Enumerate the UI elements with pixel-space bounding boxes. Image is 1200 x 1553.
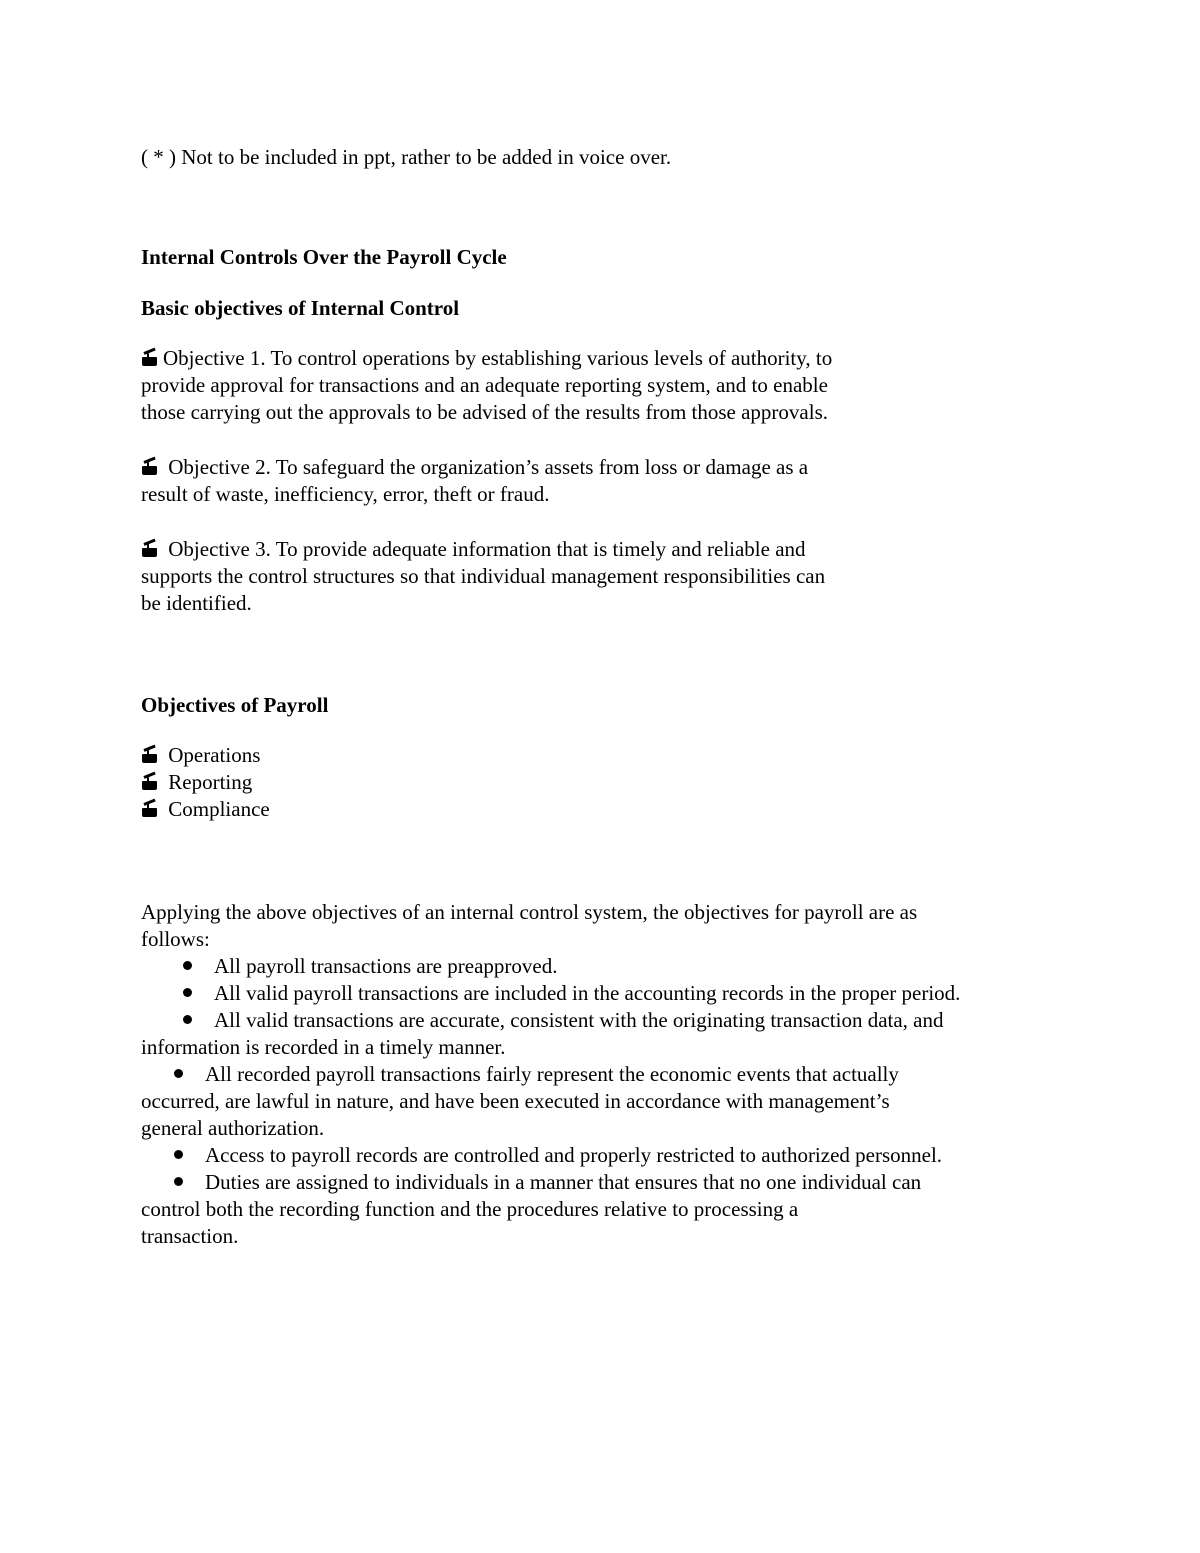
list-item xyxy=(141,980,1071,1007)
list-item xyxy=(141,742,270,769)
bullet-dot-icon xyxy=(174,1150,183,1159)
bullet-dot-icon xyxy=(174,1177,183,1186)
list-item xyxy=(141,769,270,796)
objective-1-line: Objective 1. To control operations by establishing various levels of authority, to xyxy=(163,346,833,370)
internal-control-heading: Basic objectives of Internal Control xyxy=(141,296,460,320)
objective-2-line: Objective 2. To safeguard the organization’s assets from loss or damage as a xyxy=(163,455,809,479)
list-item-continuation: transaction. xyxy=(141,1224,239,1248)
payroll-objectives-heading: Objectives of Payroll xyxy=(141,693,329,717)
objective-1-line: those carrying out the approvals to be advised of the results from those approvals. xyxy=(141,400,828,424)
pointing-hand-icon xyxy=(141,803,159,817)
list-item-label: Compliance xyxy=(163,797,270,821)
objective-2-line: result of waste, inefficiency, error, theft or fraud. xyxy=(141,482,550,506)
bullet-dot-icon xyxy=(183,988,192,997)
pointing-hand-icon xyxy=(141,461,159,475)
objective-3-line: Objective 3. To provide adequate information that is timely and reliable and xyxy=(163,537,806,561)
pointing-hand-icon xyxy=(141,749,159,763)
objective-3-line: supports the control structures so that individual management responsibilities can xyxy=(141,564,826,588)
list-item xyxy=(141,1007,1071,1034)
objective-1-line: provide approval for transactions and an adequate reporting system, and to enable xyxy=(141,373,828,397)
voice-over-note: ( * ) Not to be included in ppt, rather to be added in voice over. xyxy=(141,145,672,169)
bullet-dot-icon xyxy=(183,1015,192,1024)
objective-2 xyxy=(141,454,931,508)
list-item-label: Operations xyxy=(163,743,261,767)
list-item xyxy=(141,1061,1071,1088)
list-item-label: Reporting xyxy=(163,770,253,794)
document-title: Internal Controls Over the Payroll Cycle xyxy=(141,245,507,269)
list-item-continuation: information is recorded in a timely manner. xyxy=(141,1035,506,1059)
list-item xyxy=(141,953,1071,980)
bullet-dot-icon xyxy=(174,1069,183,1078)
list-item xyxy=(141,1169,1071,1196)
list-item-text: All valid transactions are accurate, consistent with the originating transaction data, and xyxy=(214,1008,944,1032)
list-item-text: Access to payroll records are controlled and properly restricted to authorized personnel. xyxy=(205,1143,943,1167)
paragraph-line: follows: xyxy=(141,927,210,951)
objective-3-line: be identified. xyxy=(141,591,252,615)
objective-3 xyxy=(141,536,931,617)
applying-paragraph xyxy=(141,899,1071,1250)
pointing-hand-icon xyxy=(141,776,159,790)
paragraph-line: Applying the above objectives of an internal control system, the objectives for payroll are as xyxy=(141,900,918,924)
pointing-hand-icon xyxy=(141,352,159,366)
pointing-hand-icon xyxy=(141,543,159,557)
objective-1 xyxy=(141,345,931,426)
payroll-objectives-list xyxy=(141,742,270,823)
list-item xyxy=(141,796,270,823)
list-item-text: All recorded payroll transactions fairly represent the economic events that actually xyxy=(205,1062,899,1086)
list-item-text: All payroll transactions are preapproved. xyxy=(214,954,558,978)
list-item-text: All valid payroll transactions are included in the accounting records in the proper period. xyxy=(214,981,961,1005)
list-item-text: Duties are assigned to individuals in a manner that ensures that no one individual can xyxy=(205,1170,922,1194)
list-item-continuation: control both the recording function and the procedures relative to processing a xyxy=(141,1197,799,1221)
list-item-continuation: general authorization. xyxy=(141,1116,325,1140)
list-item-continuation: occurred, are lawful in nature, and have been executed in accordance with management’s xyxy=(141,1089,890,1113)
bullet-dot-icon xyxy=(183,961,192,970)
list-item xyxy=(141,1142,1071,1169)
